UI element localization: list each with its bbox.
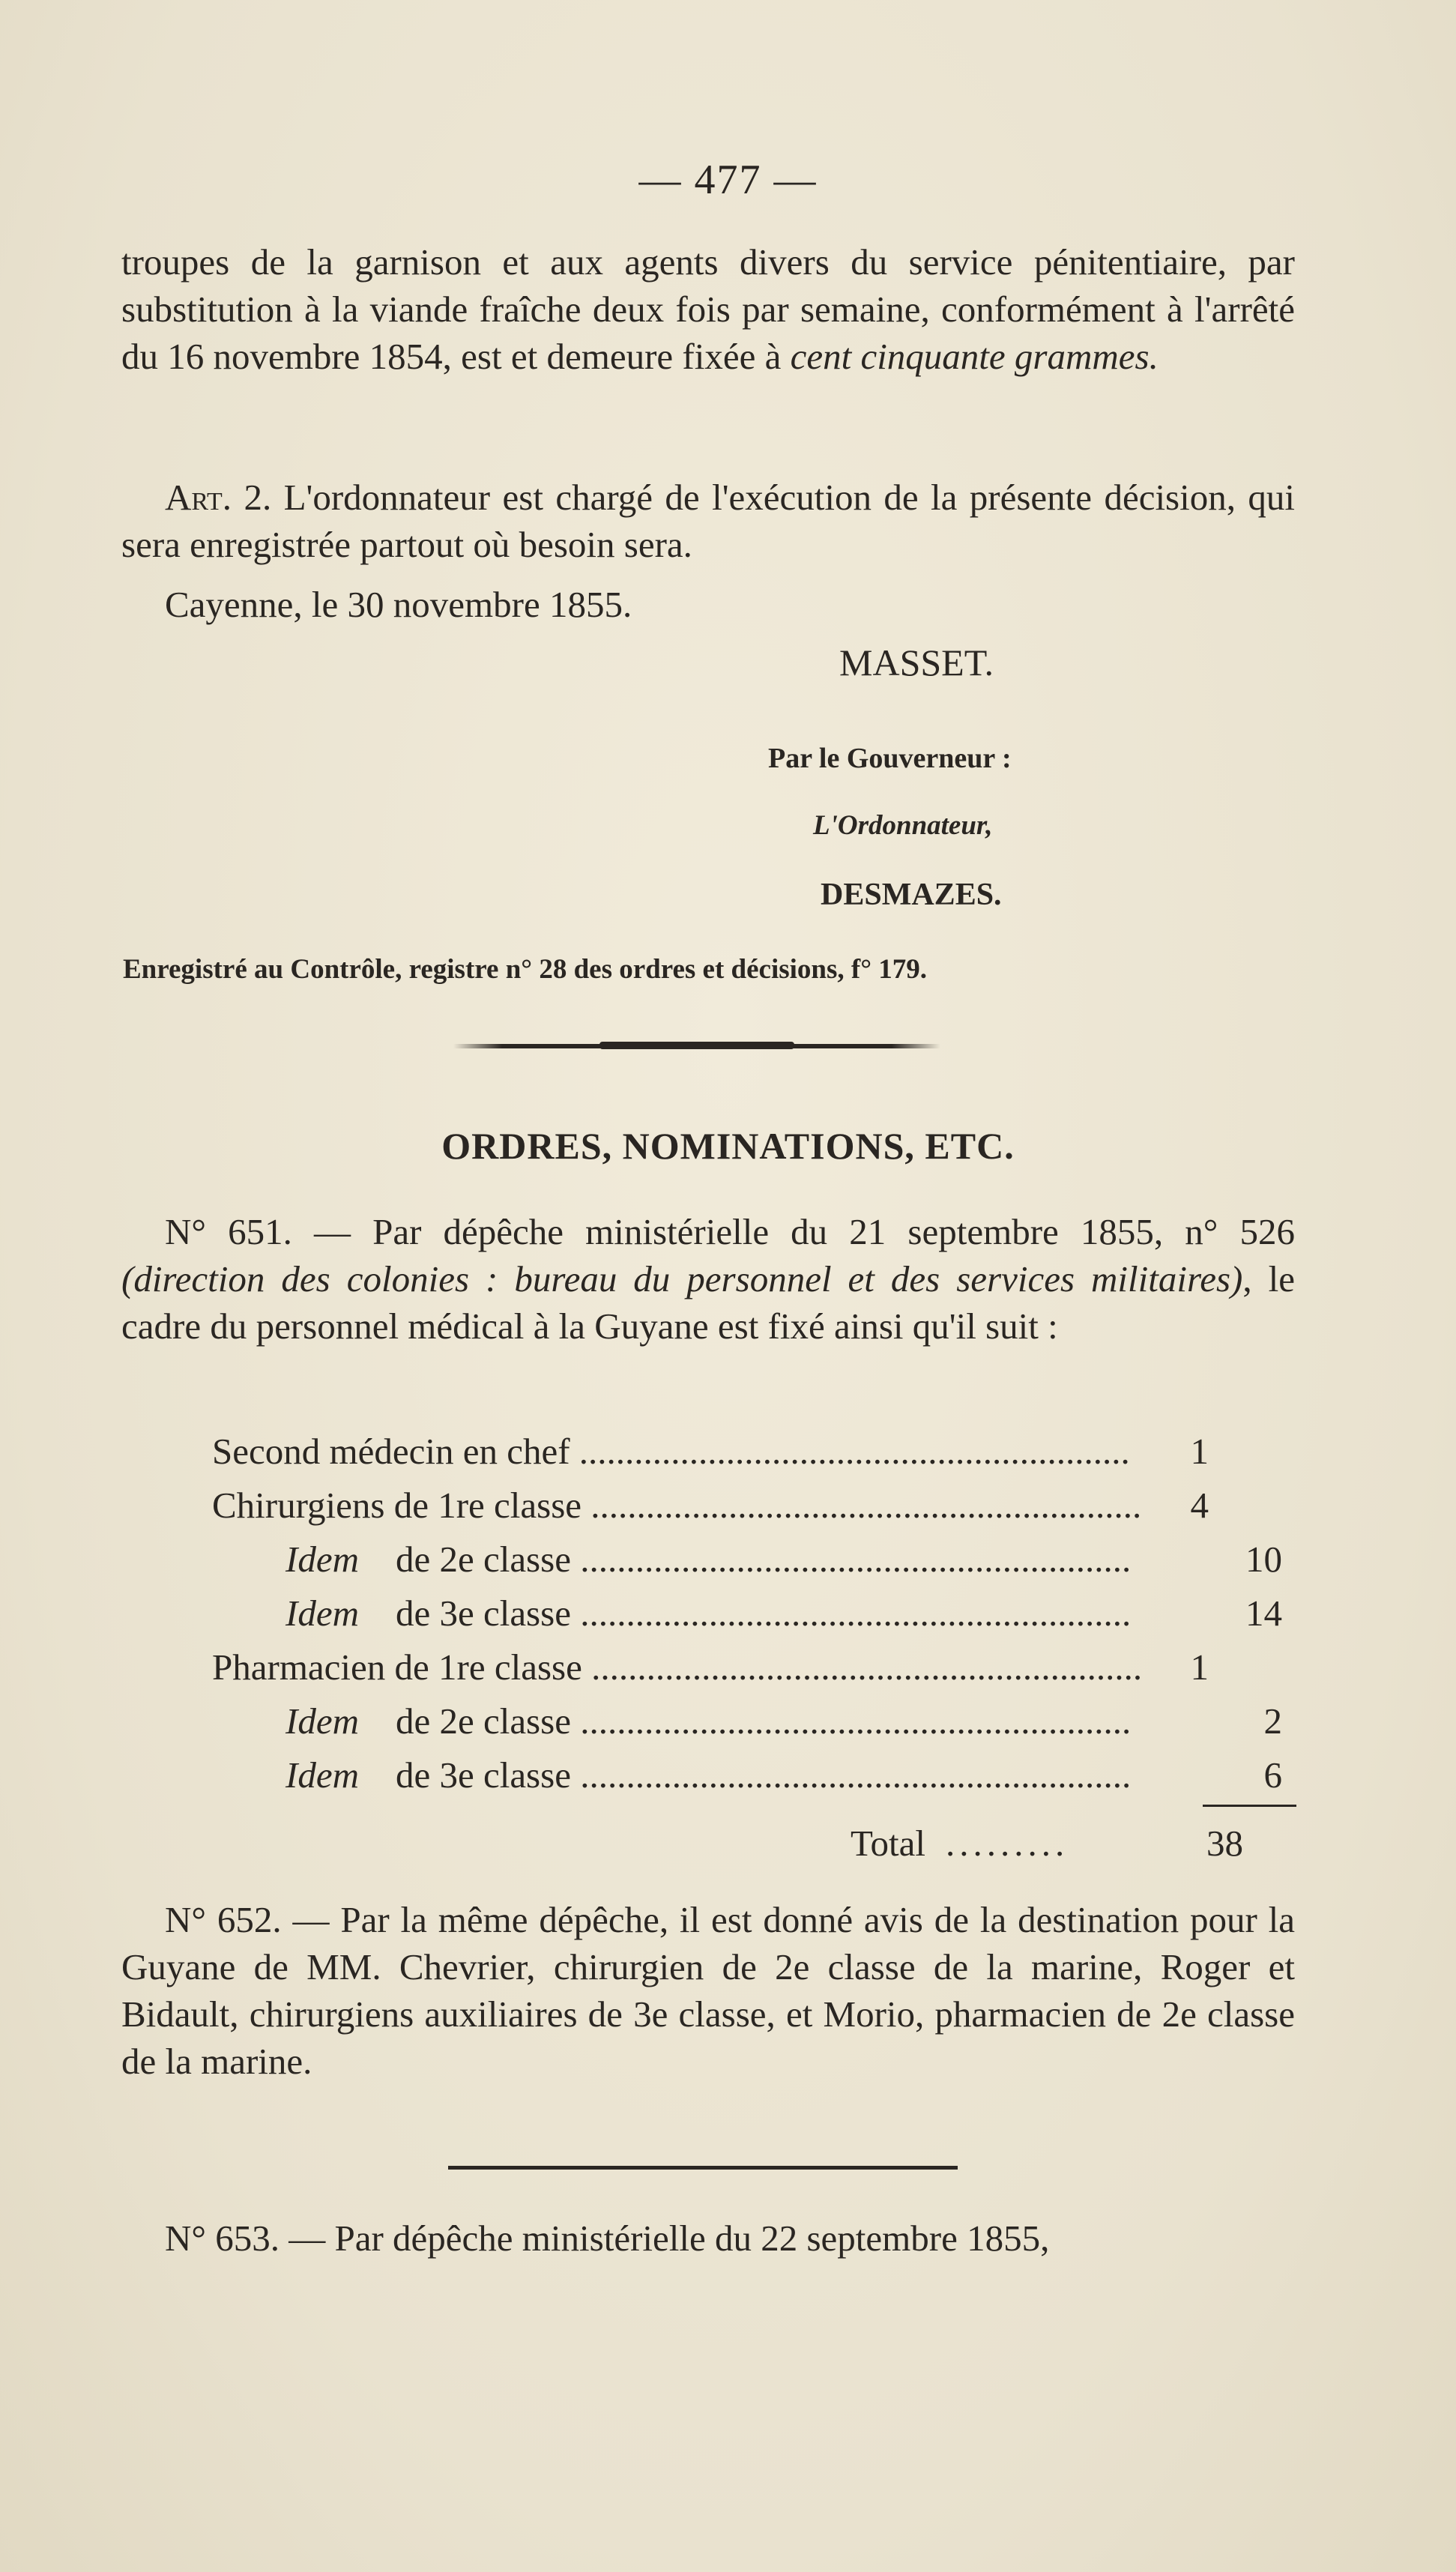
section-heading: ORDRES, NOMINATIONS, ETC. bbox=[441, 1125, 1015, 1167]
ordonnateur-title: L'Ordonnateur, bbox=[813, 810, 993, 841]
by-governor: Par le Gouverneur : bbox=[768, 743, 1012, 774]
table-row bbox=[212, 1643, 1261, 1691]
total-rule bbox=[1203, 1805, 1296, 1807]
order-652-text: N° 652. — Par la même dépêche, il est donné avis de la destination pour la Guyane de MM. Chevrier, chirurgien de 2e classe de la marine, Roger et Bidault, chirurgiens auxiliaires de 3e classe, et Morio, pharmacien de 2e classe de la marine. bbox=[121, 1899, 1295, 2082]
order-651-intro: N° 651. — Par dépêche ministérielle du 21 septembre 1855, n° 526 bbox=[165, 1211, 1295, 1252]
para1-text: troupes de la garnison et aux agents divers du service pénitentiaire, par substitution à la viande fraîche deux fois par semaine, conformément à l'arrêté du 16 novembre 1854, est et demeure fixée à bbox=[121, 241, 1295, 377]
table-row bbox=[212, 1590, 1335, 1637]
order-651 bbox=[121, 1208, 1295, 1350]
signatory-desmazes: DESMAZES. bbox=[821, 878, 1002, 912]
row-value: 6 bbox=[1263, 1754, 1282, 1796]
row-value: 2 bbox=[1263, 1700, 1282, 1742]
table-row bbox=[212, 1751, 1335, 1799]
row-value: 1 bbox=[1190, 1646, 1209, 1688]
order-653 bbox=[121, 2215, 1295, 2262]
article-2 bbox=[121, 474, 1295, 568]
table-row bbox=[212, 1482, 1261, 1529]
total-label: Total bbox=[851, 1823, 925, 1864]
paragraph-continuation bbox=[121, 238, 1295, 380]
row-value: 1 bbox=[1190, 1431, 1209, 1472]
section-divider bbox=[453, 1044, 940, 1048]
article-label: Art. 2. bbox=[165, 477, 272, 518]
order-651-rest: , le cadre du personnel médical à la Guyane est fixé ainsi qu'il suit : bbox=[121, 1258, 1295, 1347]
table-row bbox=[212, 1428, 1261, 1475]
row-label: Idem de 3e classe ............................................................ bbox=[286, 1593, 1132, 1634]
row-value: 14 bbox=[1245, 1593, 1282, 1634]
page-number: — 477 — bbox=[638, 157, 818, 203]
total-value: 38 bbox=[1206, 1823, 1243, 1864]
order-652 bbox=[121, 1896, 1295, 2085]
row-value: 10 bbox=[1245, 1539, 1282, 1580]
para1-italic: cent cinquante grammes. bbox=[790, 336, 1159, 377]
table-row bbox=[212, 1697, 1335, 1745]
total-dots: ......... bbox=[946, 1823, 1069, 1864]
separator-rule bbox=[448, 2166, 958, 2170]
row-label: Idem de 3e classe ............................................................ bbox=[286, 1754, 1132, 1796]
article-text: L'ordonnateur est chargé de l'exécution de la présente décision, qui sera enregistrée partout où besoin sera. bbox=[121, 477, 1296, 565]
row-label: Second médecin en chef ............................................................ bbox=[212, 1431, 1130, 1472]
row-label: Idem de 2e classe ............................................................ bbox=[286, 1700, 1132, 1742]
place-date-block bbox=[121, 581, 1295, 628]
signatory-masset: MASSET. bbox=[839, 642, 994, 683]
row-label: Chirurgiens de 1re classe ............................................................ bbox=[212, 1485, 1142, 1526]
order-653-text: N° 653. — Par dépêche ministérielle du 22 septembre 1855, bbox=[165, 2218, 1050, 2259]
place-date: Cayenne, le 30 novembre 1855. bbox=[165, 584, 632, 625]
row-label: Idem de 2e classe ............................................................ bbox=[286, 1539, 1132, 1580]
table-row bbox=[212, 1536, 1335, 1583]
row-label: Pharmacien de 1re classe ............................................................ bbox=[212, 1646, 1143, 1688]
row-value: 4 bbox=[1190, 1485, 1209, 1526]
order-651-italic: (direction des colonies : bureau du personnel et des services militaires) bbox=[121, 1258, 1243, 1299]
registration-note: Enregistré au Contrôle, registre n° 28 des ordres et décisions, f° 179. bbox=[123, 954, 928, 985]
